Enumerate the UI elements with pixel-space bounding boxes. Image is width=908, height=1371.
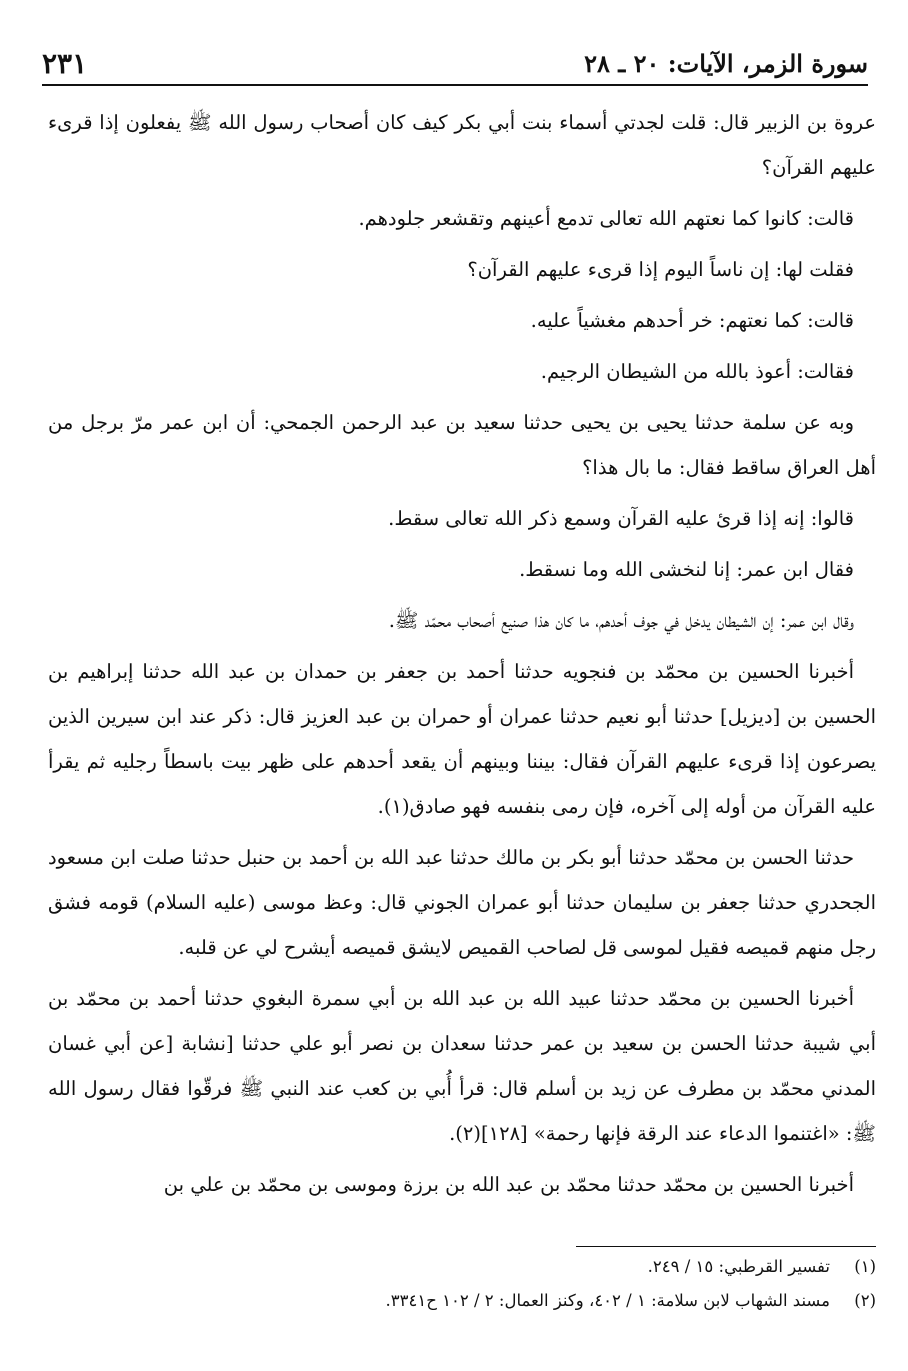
footnote <box>48 1250 876 1284</box>
footnotes <box>48 1250 876 1318</box>
paragraph: فقال ابن عمر: إنا لنخشى الله وما نسقط. <box>519 558 854 581</box>
paragraph: أخبرنا الحسين بن محمّد بن فنجويه حدثنا أحمد بن جعفر بن حمدان بن عبد الله حدثنا إبراهيم بن الحسين بن [ديزيل] حدثنا أبو نعيم حدثنا عمران أو حمران بن عبد العزيز قال: ذكر عند ابن سيرين الذين يصرعون إذا قرىء عليهم القرآن فقال: بيننا وبينهم أن يقعد أحدهم على ظهر بيت باسطاً رجليه ثم يقرأ عليه القرآن من أوله إلى آخره، فإن رمى بنفسه فهو صادق(١). <box>48 660 876 818</box>
footnote-number: (١) <box>854 1257 876 1276</box>
footnote <box>48 1284 876 1318</box>
main-text <box>48 100 876 1213</box>
paragraph: قالت: كانوا كما نعتهم الله تعالى تدمع أعينهم وتقشعر جلودهم. <box>358 207 854 230</box>
paragraph: حدثنا الحسن بن محمّد حدثنا أبو بكر بن مالك حدثنا عبد الله بن أحمد بن حنبل حدثنا صلت ابن مسعود الجحدري حدثنا جعفر بن سليمان حدثنا أبو عمران الجوني قال: وعظ موسى (عليه السلام) قومه فشق رجل منهم قميصه فقيل لموسى قل لصاحب القميص لايشق قميصه أيشرح لي عن قلبه. <box>48 846 876 959</box>
paragraph: وبه عن سلمة حدثنا يحيى بن يحيى حدثنا سعيد بن عبد الرحمن الجمحي: أن ابن عمر مرّ برجل من أهل العراق ساقط فقال: ما بال هذا؟ <box>48 411 876 479</box>
paragraph: فقالت: أعوذ بالله من الشيطان الرجيم. <box>540 360 854 383</box>
paragraph: قالت: كما نعتهم: خر أحدهم مغشياً عليه. <box>530 309 854 332</box>
page-header <box>42 40 868 86</box>
paragraph: أخبرنا الحسين بن محمّد حدثنا محمّد بن عبد الله بن برزة وموسى بن محمّد بن علي بن <box>163 1173 854 1196</box>
paragraph: عروة بن الزبير قال: قلت لجدتي أسماء بنت أبي بكر كيف كان أصحاب رسول الله ﷺ يفعلون إذا قرىء عليهم القرآن؟ <box>48 111 876 179</box>
running-title: سورة الزمر، الآيات: ٢٠ ـ ٢٨ <box>584 49 868 78</box>
paragraph: قالوا: إنه إذا قرئ عليه القرآن وسمع ذكر الله تعالى سقط. <box>388 507 854 530</box>
footnote-text: تفسير القرطبي: ١٥ / ٢٤٩. <box>647 1257 830 1276</box>
paragraph: وقال ابن عمر: إن الشيطان يدخل في جوف أحدهم، ما كان هذا صنيع أصحاب محمّد ﷺ. <box>388 609 854 632</box>
footnote-number: (٢) <box>854 1291 876 1310</box>
footnote-divider <box>576 1246 876 1247</box>
footnote-text: مسند الشهاب لابن سلامة: ١ / ٤٠٢، وكنز العمال: ٢ / ١٠٢ ح٣٣٤١. <box>385 1291 830 1310</box>
paragraph: أخبرنا الحسين بن محمّد حدثنا عبيد الله بن عبد الله بن أبي سمرة البغوي حدثنا أحمد بن محمّد بن أبي شيبة حدثنا الحسن بن سعيد بن عمر حدثنا سعدان بن نصر أبو علي حدثنا [نشابة [عن أبي غسان المدني محمّد بن مطرف عن زيد بن أسلم قال: قرأ أُبي بن كعب عند النبي ﷺ فرقّوا فقال رسول الله ﷺ: «اغتنموا الدعاء عند الرقة فإنها رحمة» [١٢٨](٢). <box>48 987 877 1145</box>
page-number: ٢٣١ <box>42 47 88 80</box>
paragraph: فقلت لها: إن ناساً اليوم إذا قرىء عليهم القرآن؟ <box>467 258 854 281</box>
